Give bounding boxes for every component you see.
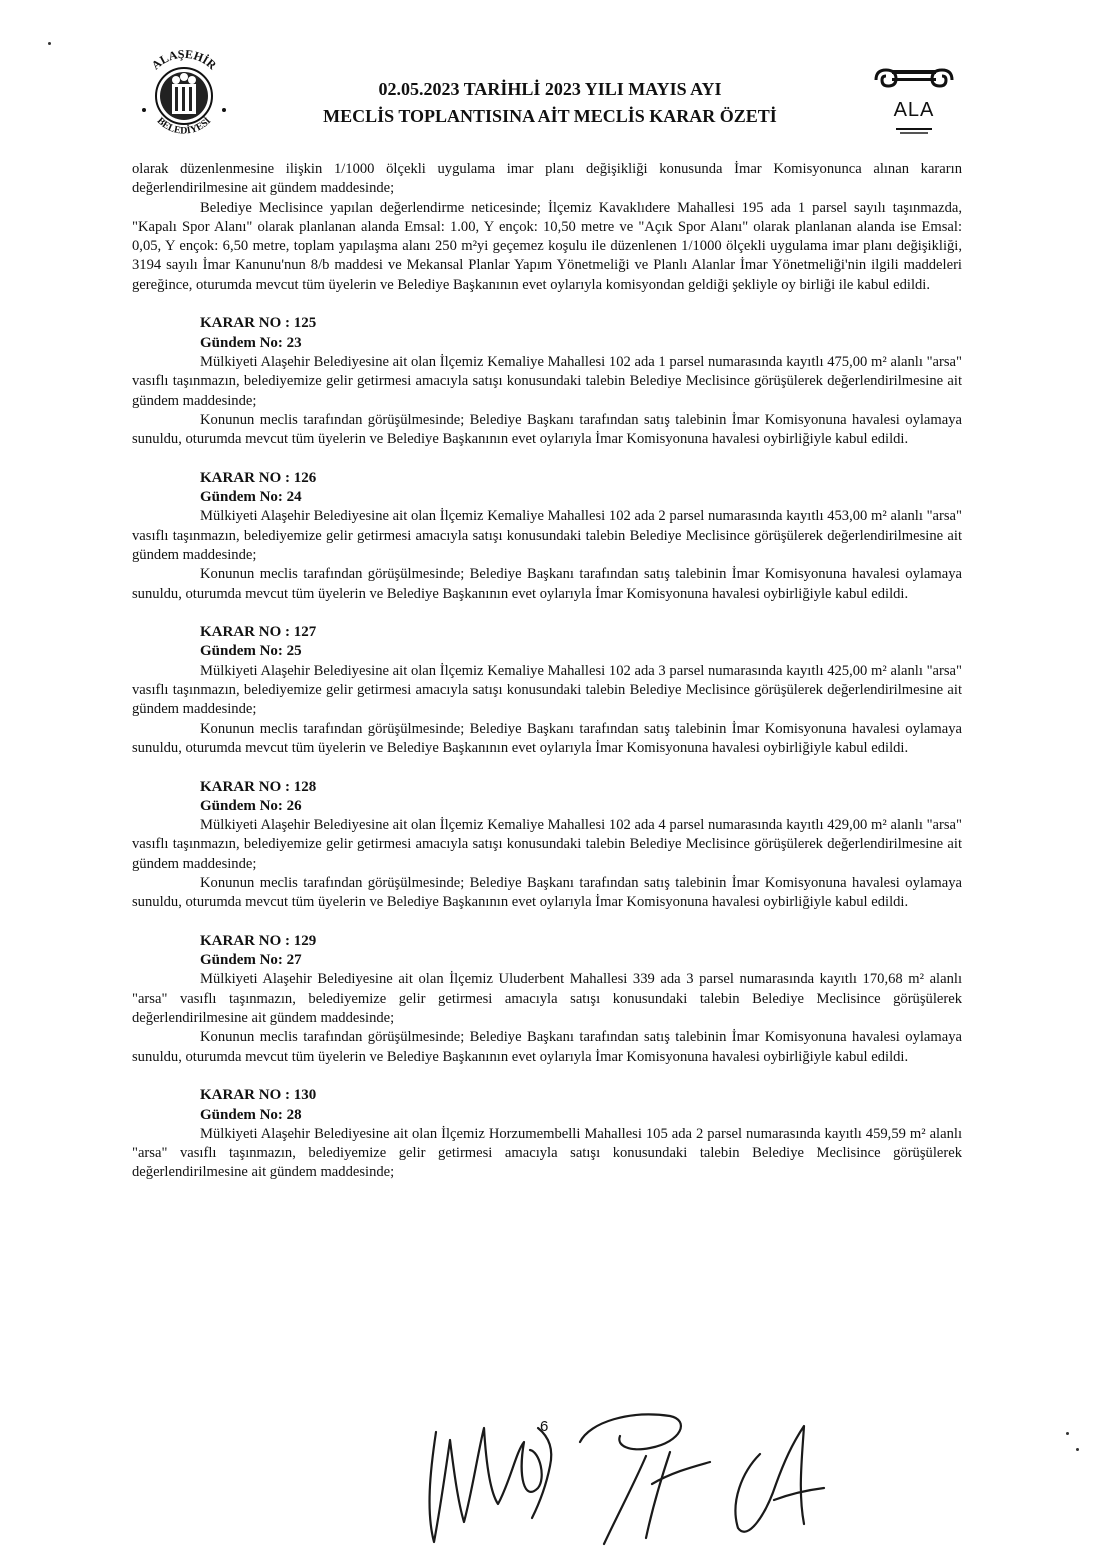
decision-result: Konunun meclis tarafından görüşülmesinde; Belediye Başkanı tarafından satış talebinin İmar Komisyonuna havalesi oylamaya sunuldu, oturumda mevcut tüm üyelerin ve Belediye Başkanının evet oylarıyla İmar Komisyonuna havalesi oybirliğiyle kabul edildi. xyxy=(132,1029,962,1065)
document-body xyxy=(132,160,962,1183)
karar-no: KARAR NO : 125 xyxy=(200,315,317,332)
page-number: 6 xyxy=(540,1418,549,1435)
ionic-column-logo-icon xyxy=(868,66,960,140)
gundem-no: Gündem No: 27 xyxy=(200,952,302,969)
karar-no: KARAR NO : 129 xyxy=(200,932,317,949)
intro-continuation: olarak düzenlenmesine ilişkin 1/1000 ölçekli uygulama imar planı değişikliği konusunda İmar Komisyonunca alınan kararın değerlendirilmesine ait gündem maddesinde; xyxy=(132,161,962,197)
intro-result: Belediye Meclisince yapılan değerlendirme neticesinde; İlçemiz Kavaklıdere Mahallesi 195 ada 1 parsel sayılı taşınmazda, "Kapalı Spor Alanı" olarak planlanan alanda Emsal: 1.00, Y ençok: 10,50 metre ve "Açık Spor Alanı" olarak planlanan alanda ise Emsal: 0,05, Y ençok: 6,50 metre, toplam yapılaşma alanı 250 m²yi geçemez koşulu ile düzenlenen 1/1000 ölçekli uygulama imar planı değişikliği, 3194 sayılı İmar Kanunu'nun 8/b maddesi ve Mekansal Planlar Yapım Yönetmeliği ve Planlı Alanlar İmar Yönetmeliği'nin ilgili maddeleri gereğince, oturumda mevcut tüm üyelerin ve Belediye Başkanının evet oylarıyla komisyondan geldiği şekliyle oy birliği ile kabul edildi. xyxy=(132,199,962,293)
title-line-1: 02.05.2023 TARİHLİ 2023 YILI MAYIS AYI xyxy=(378,79,722,99)
decision-127 xyxy=(132,623,962,758)
karar-no: KARAR NO : 128 xyxy=(200,778,317,795)
decision-body: Mülkiyeti Alaşehir Belediyesine ait olan İlçemiz Kemaliye Mahallesi 102 ada 2 parsel numarasında kayıtlı 453,00 m² alanlı "arsa" vasıflı taşınmazın, belediyemize gelir getirmesi amacıyla satışı konusundaki talebin Belediye Meclisince görüşülerek değerlendirilmesine ait gündem maddesinde; xyxy=(132,508,962,563)
gundem-no: Gündem No: 25 xyxy=(200,643,302,660)
decision-body: Mülkiyeti Alaşehir Belediyesine ait olan İlçemiz Kemaliye Mahallesi 102 ada 4 parsel numarasında kayıtlı 429,00 m² alanlı "arsa" vasıflı taşınmazın, belediyemize gelir getirmesi amacıyla satışı konusundaki talebin Belediye Meclisince görüşülerek değerlendirilmesine ait gündem maddesinde; xyxy=(132,817,962,872)
decision-result: Konunun meclis tarafından görüşülmesinde; Belediye Başkanı tarafından satış talebinin İmar Komisyonuna havalesi oylamaya sunuldu, oturumda mevcut tüm üyelerin ve Belediye Başkanının evet oylarıyla İmar Komisyonuna havalesi oybirliğiyle kabul edildi. xyxy=(132,566,962,602)
scan-speck xyxy=(1066,1432,1069,1435)
karar-no: KARAR NO : 126 xyxy=(200,469,317,486)
decision-128 xyxy=(132,778,962,913)
gundem-no: Gündem No: 28 xyxy=(200,1106,302,1123)
title-line-2: MECLİS TOPLANTISINA AİT MECLİS KARAR ÖZETİ xyxy=(323,106,777,126)
decision-126 xyxy=(132,469,962,604)
decision-body: Mülkiyeti Alaşehir Belediyesine ait olan İlçemiz Kemaliye Mahallesi 102 ada 1 parsel numarasında kayıtlı 475,00 m² alanlı "arsa" vasıflı taşınmazın, belediyemize gelir getirmesi amacıyla satışı konusundaki talebin Belediye Meclisince görüşülerek değerlendirilmesine ait gündem maddesinde; xyxy=(132,353,962,409)
decision-130 xyxy=(132,1086,962,1182)
seal-top-text: ALAŞEHİR xyxy=(148,46,220,73)
decision-body: Mülkiyeti Alaşehir Belediyesine ait olan İlçemiz Kemaliye Mahallesi 102 ada 3 parsel numarasında kayıtlı 425,00 m² alanlı "arsa" vasıflı taşınmazın, belediyemize gelir getirmesi amacıyla satışı konusundaki talebin Belediye Meclisince görüşülerek değerlendirilmesine ait gündem maddesinde; xyxy=(132,662,962,718)
gundem-no: Gündem No: 23 xyxy=(200,334,302,351)
document-header xyxy=(0,40,1093,160)
decision-result: Konunun meclis tarafından görüşülmesinde; Belediye Başkanı tarafından satış talebinin İmar Komisyonuna havalesi oylamaya sunuldu, oturumda mevcut tüm üyelerin ve Belediye Başkanının evet oylarıyla İmar Komisyonuna havalesi oybirliğiyle kabul edildi. xyxy=(132,874,962,911)
decision-129 xyxy=(132,932,962,1067)
right-logo-text: ALA xyxy=(893,99,935,121)
decision-body: Mülkiyeti Alaşehir Belediyesine ait olan İlçemiz Horzumembelli Mahallesi 105 ada 2 parsel numarasında kayıtlı 459,59 m² alanlı "arsa" vasıflı taşınmazın, belediyemize gelir getirmesi amacıyla satışı konusundaki talebin Belediye Meclisince görüşülerek değerlendirilmesine ait gündem maddesinde; xyxy=(132,1125,962,1181)
decision-125 xyxy=(132,314,962,449)
page-title xyxy=(250,76,850,130)
gundem-no: Gündem No: 26 xyxy=(200,797,302,814)
scan-speck xyxy=(48,42,51,45)
seal-bottom-text: BELEDİYESİ xyxy=(154,115,214,137)
karar-no: KARAR NO : 130 xyxy=(200,1087,317,1104)
handwritten-signatures xyxy=(420,1392,840,1554)
karar-no: KARAR NO : 127 xyxy=(200,624,317,641)
gundem-no: Gündem No: 24 xyxy=(200,489,302,506)
decision-result: Konunun meclis tarafından görüşülmesinde; Belediye Başkanı tarafından satış talebinin İmar Komisyonuna havalesi oylamaya sunuldu, oturumda mevcut tüm üyelerin ve Belediye Başkanının evet oylarıyla İmar Komisyonuna havalesi oybirliğiyle kabul edildi. xyxy=(132,720,962,756)
decision-result: Konunun meclis tarafından görüşülmesinde; Belediye Başkanı tarafından satış talebinin İmar Komisyonuna havalesi oylamaya sunuldu, oturumda mevcut tüm üyelerin ve Belediye Başkanının evet oylarıyla İmar Komisyonuna havalesi oybirliğiyle kabul edildi. xyxy=(132,411,962,448)
municipality-seal-icon xyxy=(132,40,236,150)
decision-body: Mülkiyeti Alaşehir Belediyesine ait olan İlçemiz Uluderbent Mahallesi 339 ada 3 parsel numarasında kayıtlı 170,68 m² alanlı "arsa" vasıflı taşınmazın, belediyemize gelir getirmesi amacıyla satışı konusundaki talebin Belediye Meclisince görüşülerek değerlendirilmesine ait gündem maddesinde; xyxy=(132,971,962,1027)
scan-speck xyxy=(1076,1448,1079,1451)
